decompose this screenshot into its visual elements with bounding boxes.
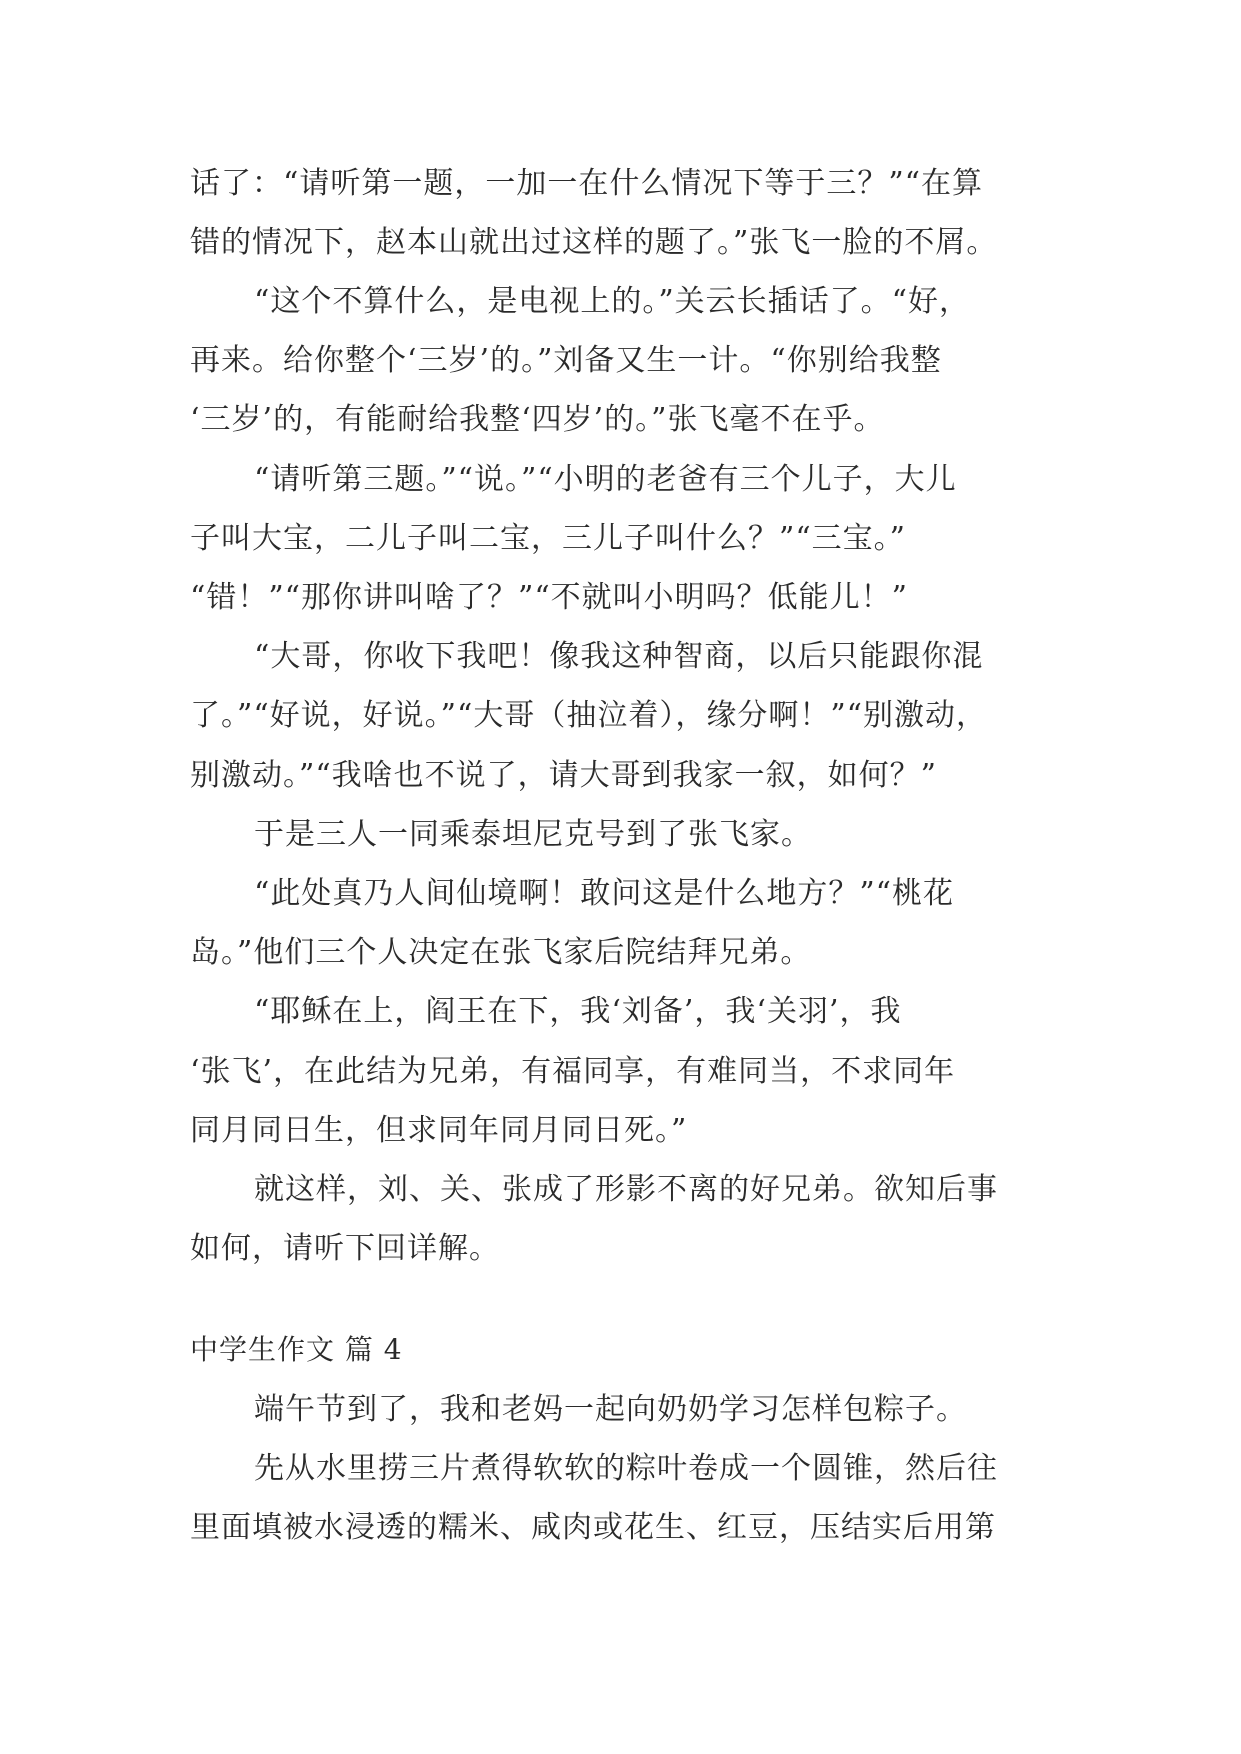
text-line: 里面填被水浸透的糯米、咸肉或花生、红豆，压结实后用第 bbox=[190, 1510, 996, 1545]
text-line: ‘三岁’的，有能耐给我整‘四岁’的。”张飞毫不在乎。 bbox=[190, 402, 885, 437]
text-line: ‘张飞’，在此结为兄弟，有福同享，有难同当，不求同年 bbox=[190, 1054, 956, 1089]
text-line: 就这样，刘、关、张成了形影不离的好兄弟。欲知后事 bbox=[254, 1172, 998, 1207]
text-line: “耶稣在上，阎王在下，我‘刘备’，我‘关羽’，我 bbox=[254, 994, 902, 1029]
text-line: 同月同日生，但求同年同月同日死。” bbox=[190, 1113, 688, 1148]
text-line: 先从水里捞三片煮得软软的粽叶卷成一个圆锥，然后往 bbox=[254, 1451, 998, 1486]
text-line: “请听第三题。”“说。”“小明的老爸有三个儿子，大儿 bbox=[254, 462, 957, 497]
text-line: “错！”“那你讲叫啥了？”“不就叫小明吗？低能儿！” bbox=[190, 580, 909, 615]
text-line: 别激动。”“我啥也不说了，请大哥到我家一叙，如何？” bbox=[190, 758, 938, 793]
text-line: 再来。给你整个‘三岁’的。”刘备又生一计。“你别给我整 bbox=[190, 343, 942, 378]
text-line: 话了：“请听第一题，一加一在什么情况下等于三？”“在算 bbox=[190, 166, 984, 201]
text-line: “大哥，你收下我吧！像我这种智商，以后只能跟你混 bbox=[254, 639, 984, 674]
text-line: 了。”“好说，好说。”“大哥（抽泣着），缘分啊！”“别激动， bbox=[190, 698, 988, 733]
text-line: 岛。”他们三个人决定在张飞家后院结拜兄弟。 bbox=[190, 935, 812, 970]
text-line: “这个不算什么，是电视上的。”关云长插话了。“好， bbox=[254, 284, 971, 319]
section-heading: 中学生作文 篇 4 bbox=[190, 1333, 403, 1366]
text-line: “此处真乃人间仙境啊！敢问这是什么地方？”“桃花 bbox=[254, 876, 955, 911]
text-line: 如何，请听下回详解。 bbox=[190, 1231, 500, 1266]
text-line: 子叫大宝，二儿子叫二宝，三儿子叫什么？”“三宝。” bbox=[190, 521, 907, 556]
text-line: 端午节到了，我和老妈一起向奶奶学习怎样包粽子。 bbox=[254, 1392, 967, 1427]
text-line: 于是三人一同乘泰坦尼克号到了张飞家。 bbox=[254, 817, 812, 852]
text-line: 错的情况下，赵本山就出过这样的题了。”张飞一脸的不屑。 bbox=[190, 225, 998, 260]
